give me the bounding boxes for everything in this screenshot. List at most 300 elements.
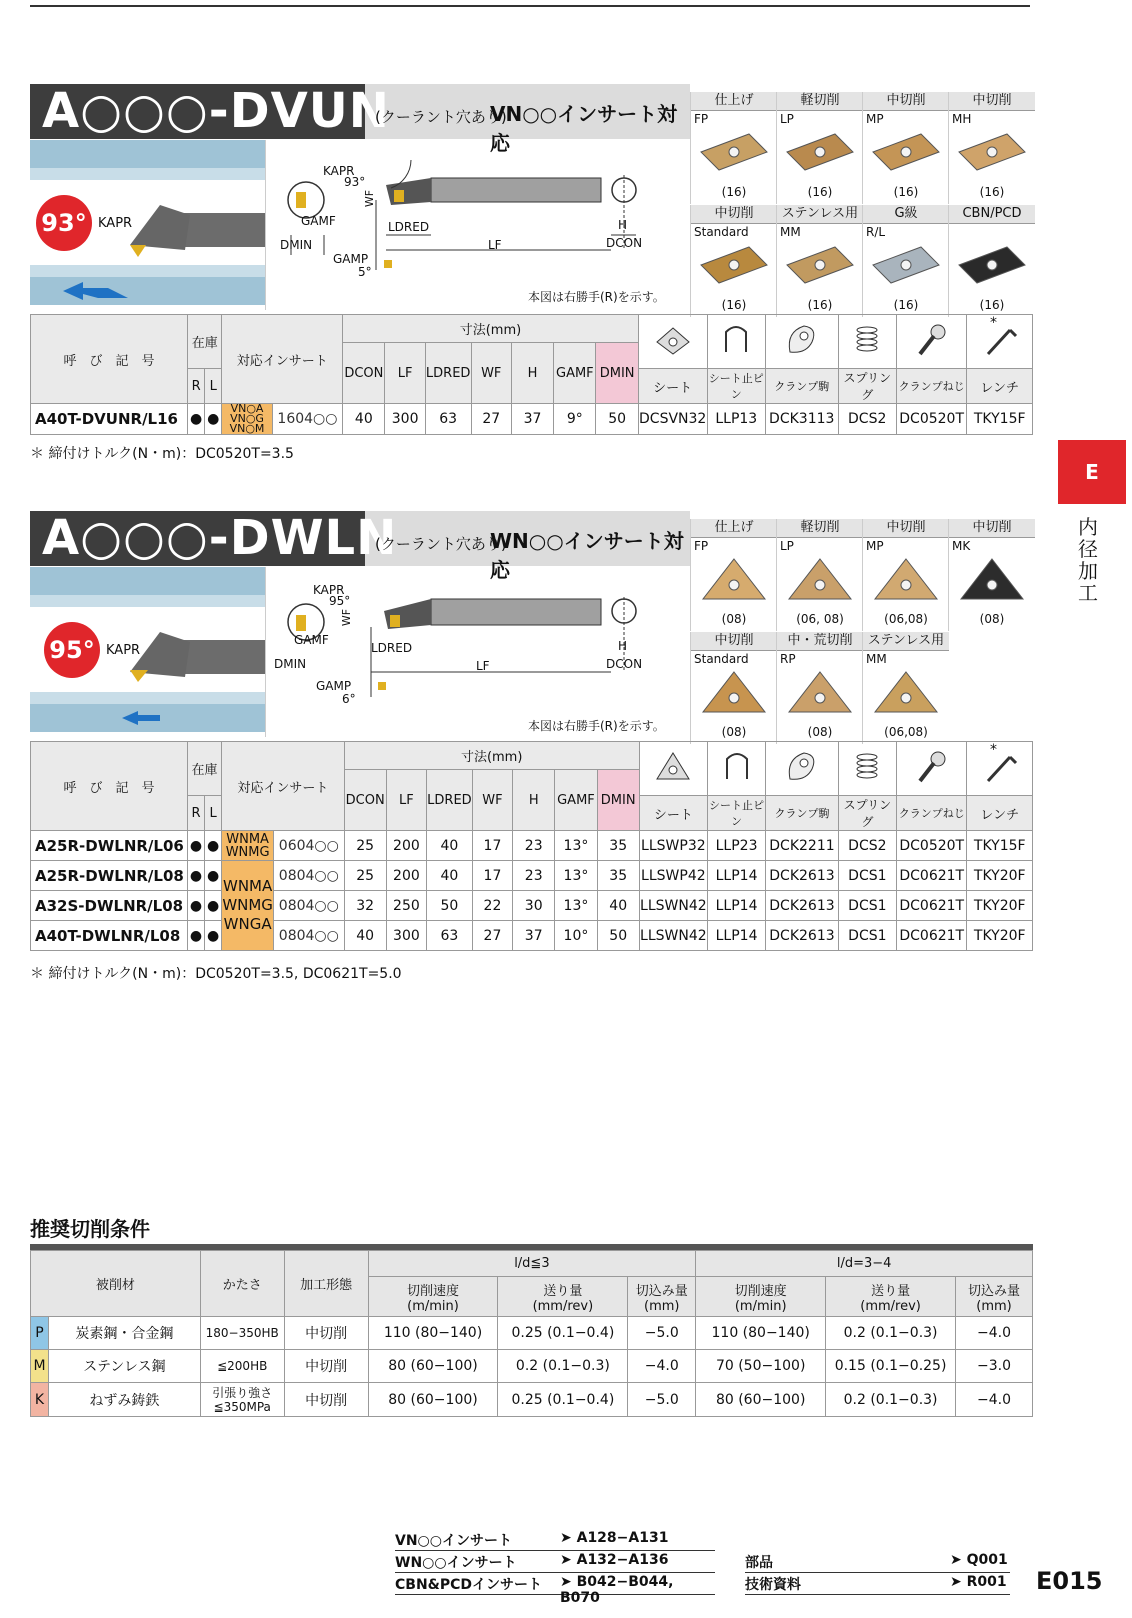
insert-icon bbox=[699, 555, 769, 603]
p2-row1-dmin: 35 bbox=[597, 861, 639, 891]
top-rule bbox=[30, 5, 1030, 7]
p2-row0-wf: 17 bbox=[472, 831, 512, 861]
p2-row2-pin: LLP14 bbox=[707, 891, 765, 921]
cc-row1-iso: M bbox=[31, 1350, 49, 1383]
cc-th-doc2 bbox=[956, 1277, 1033, 1317]
p2-row2-clamp: DCK2613 bbox=[766, 891, 838, 921]
cc-row2-iso: K bbox=[31, 1383, 49, 1417]
insert-chipbreaker: MM bbox=[780, 225, 801, 239]
insert-size-count: (06,08) bbox=[884, 612, 928, 626]
reference-row[interactable] bbox=[395, 1528, 715, 1551]
conditions-table bbox=[30, 1250, 1033, 1417]
p2-label-ldred: LDRED bbox=[371, 641, 413, 655]
insert-chipbreaker: FP bbox=[694, 539, 709, 553]
insert-size-count: (08) bbox=[721, 725, 747, 739]
p2-row1-code: A25R-DWLNR/L08 bbox=[31, 861, 188, 891]
p1-th-dcon: DCON bbox=[343, 343, 385, 404]
insert-category: 中切削 bbox=[863, 92, 949, 111]
p2-row0-l: ● bbox=[205, 831, 222, 861]
table-row bbox=[31, 1383, 1033, 1417]
reference-label: CBN&PCDインサート bbox=[395, 1577, 543, 1593]
p2-th-h: H bbox=[513, 770, 555, 831]
spring-icon bbox=[838, 742, 896, 796]
product2-spec-table bbox=[30, 741, 1033, 951]
cc-row1-d1: −4.0 bbox=[628, 1350, 696, 1383]
insert-size-count: (08) bbox=[979, 612, 1005, 626]
p1-th-l: L bbox=[205, 369, 222, 404]
seat-icon bbox=[638, 315, 707, 369]
p2-label-lf: LF bbox=[476, 659, 490, 673]
p2-row0-seat: LLSWP32 bbox=[639, 831, 707, 861]
p1-row-lf: 300 bbox=[385, 404, 425, 435]
cc-row0-v1: 110 (80−140) bbox=[368, 1317, 498, 1350]
reference-row[interactable] bbox=[395, 1550, 715, 1573]
cc-row1-f2: 0.15 (0.1−0.25) bbox=[826, 1350, 956, 1383]
p1-th-seat: シート bbox=[638, 369, 707, 404]
p2-merged-insert bbox=[222, 861, 274, 951]
p2-label-kapr: KAPR bbox=[313, 583, 345, 597]
product2-kapr-label: KAPR bbox=[106, 643, 141, 658]
conditions-title: 推奨切削条件 bbox=[30, 1217, 150, 1241]
insert-chipbreaker: LP bbox=[780, 539, 794, 553]
p2-th-l: L bbox=[205, 796, 222, 831]
p2-row3-insert-size: 0804○○ bbox=[274, 921, 344, 951]
cc-row1-material: ステンレス鋼 bbox=[48, 1350, 200, 1383]
p1-label-kapr-angle: 93° bbox=[344, 175, 366, 189]
p1-th-pin: シート止ピン bbox=[707, 369, 765, 404]
insert-icon bbox=[871, 128, 941, 176]
table-row bbox=[31, 1350, 1033, 1383]
p2-row2-r: ● bbox=[187, 891, 204, 921]
p2-row1-spring: DCS1 bbox=[838, 861, 896, 891]
p2-row1-pin: LLP14 bbox=[707, 861, 765, 891]
p2-row1-clamp: DCK2613 bbox=[766, 861, 838, 891]
p1-row-insert-size: 1604○○ bbox=[272, 404, 343, 435]
product1-torque-note: ＊ 締付けトルク(N・m)：DC0520T=3.5 bbox=[30, 446, 294, 462]
insert-category: 中切削 bbox=[949, 519, 1035, 538]
p1-th-r: R bbox=[188, 369, 205, 404]
p2-label-dmin: DMIN bbox=[274, 657, 307, 671]
reference-label: VN○○インサート bbox=[395, 1533, 512, 1549]
p1-row-pin: LLP13 bbox=[707, 404, 765, 435]
p2-row0-clamp: DCK2211 bbox=[766, 831, 838, 861]
product2-code: A○○○-DWLN bbox=[42, 510, 398, 566]
cc-row2-mode: 中切削 bbox=[284, 1383, 368, 1417]
p2-row2-dcon: 32 bbox=[344, 891, 386, 921]
reference-row[interactable] bbox=[745, 1572, 1010, 1595]
insert-card bbox=[948, 519, 1035, 631]
insert-icon bbox=[699, 241, 769, 289]
reference-page: ➤ B042−B044, B070 bbox=[560, 1574, 674, 1606]
p2-row3-screw: DC0621T bbox=[897, 921, 967, 951]
p1-row-insert: VN○A VN○G VN○M bbox=[222, 404, 272, 435]
cc-row0-f1: 0.25 (0.1−0.4) bbox=[498, 1317, 628, 1350]
insert-card bbox=[862, 92, 949, 204]
product2-torque-note: ＊ 締付けトルク(N・m)：DC0520T=3.5, DC0621T=5.0 bbox=[30, 966, 402, 982]
insert-size-count: (16) bbox=[807, 298, 833, 312]
insert-category: 中切削 bbox=[691, 632, 777, 651]
reference-page: ➤ R001 bbox=[950, 1574, 1007, 1590]
product1-code: A○○○-DVUN bbox=[42, 83, 390, 139]
cc-speed1-label: 切削速度 bbox=[406, 1283, 459, 1299]
insert-size-count: (08) bbox=[721, 612, 747, 626]
cc-row1-d2: −3.0 bbox=[956, 1350, 1033, 1383]
p1-th-wf: WF bbox=[471, 343, 511, 404]
p1-row-seat: DCSVN32 bbox=[638, 404, 707, 435]
p2-row0-ldred: 40 bbox=[427, 831, 473, 861]
insert-size-count: (08) bbox=[807, 725, 833, 739]
insert-card bbox=[862, 519, 949, 631]
p2-row3-l: ● bbox=[205, 921, 222, 951]
insert-icon bbox=[957, 555, 1027, 603]
wrench-icon bbox=[967, 315, 1033, 369]
insert-card bbox=[948, 92, 1035, 204]
p2-row3-clamp: DCK2613 bbox=[766, 921, 838, 951]
product1-angle-badge: 93° bbox=[36, 195, 92, 251]
product1-header bbox=[30, 83, 690, 155]
p2-row0-screw: DC0520T bbox=[897, 831, 967, 861]
p1-th-h: H bbox=[511, 343, 553, 404]
p2-th-wf: WF bbox=[472, 770, 512, 831]
p2-row3-code: A40T-DWLNR/L08 bbox=[31, 921, 188, 951]
insert-size-count: (16) bbox=[979, 298, 1005, 312]
p2-row2-insert-size: 0804○○ bbox=[274, 891, 344, 921]
p2-row3-ldred: 63 bbox=[427, 921, 473, 951]
p1-label-dmin: DMIN bbox=[280, 238, 313, 252]
cc-feed1-label: 送り量 bbox=[543, 1283, 583, 1299]
p2-row1-ldred: 40 bbox=[427, 861, 473, 891]
p2-right-hand-note: 本図は右勝手(R)を示す。 bbox=[528, 719, 665, 733]
insert-size-count: (16) bbox=[893, 185, 919, 199]
p2-row1-dcon: 25 bbox=[344, 861, 386, 891]
cc-row2-f1: 0.25 (0.1−0.4) bbox=[498, 1383, 628, 1417]
p2-row0-code: A25R-DWLNR/L06 bbox=[31, 831, 188, 861]
insert-chipbreaker: LP bbox=[780, 112, 794, 126]
p2-row3-dcon: 40 bbox=[344, 921, 386, 951]
cc-row1-f1: 0.2 (0.1−0.3) bbox=[498, 1350, 628, 1383]
product1-coolant: (クーラント穴あり) bbox=[375, 108, 507, 126]
p2-row0-lf: 200 bbox=[386, 831, 426, 861]
cc-row1-v2: 70 (50−100) bbox=[696, 1350, 826, 1383]
p1-th-spring: スプリング bbox=[838, 369, 896, 404]
p1-row-r: ● bbox=[188, 404, 205, 435]
p2-th-stock: 在庫 bbox=[187, 742, 221, 796]
p2-row3-dmin: 50 bbox=[597, 921, 639, 951]
p2-label-h: H bbox=[618, 639, 628, 653]
p2-row1-lf: 200 bbox=[386, 861, 426, 891]
product2-illustration bbox=[30, 567, 265, 732]
insert-icon bbox=[957, 241, 1027, 289]
reference-page: ➤ Q001 bbox=[950, 1552, 1008, 1568]
cc-th-mode: 加工形態 bbox=[284, 1251, 368, 1317]
p2-row2-l: ● bbox=[205, 891, 222, 921]
insert-icon bbox=[871, 241, 941, 289]
cc-row0-f2: 0.2 (0.1−0.3) bbox=[826, 1317, 956, 1350]
p2-row0-dmin: 35 bbox=[597, 831, 639, 861]
insert-icon bbox=[871, 555, 941, 603]
insert-card bbox=[776, 205, 863, 317]
p2-row1-seat: LLSWP42 bbox=[639, 861, 707, 891]
product1-illustration bbox=[30, 140, 265, 305]
cc-row1-mode: 中切削 bbox=[284, 1350, 368, 1383]
p1-th-clamp: クランプ駒 bbox=[765, 369, 838, 404]
insert-size-count: (16) bbox=[721, 298, 747, 312]
insert-icon bbox=[785, 241, 855, 289]
reference-label: WN○○インサート bbox=[395, 1555, 517, 1571]
insert-size-count: (16) bbox=[893, 298, 919, 312]
insert-category: 仕上げ bbox=[691, 92, 777, 111]
insert-size-count: (06, 08) bbox=[796, 612, 844, 626]
insert-chipbreaker: MP bbox=[866, 112, 884, 126]
p2-row1-screw: DC0621T bbox=[897, 861, 967, 891]
insert-category: 中切削 bbox=[691, 205, 777, 224]
cc-doc2-unit: (mm) bbox=[976, 1298, 1012, 1314]
p2-th-dcon: DCON bbox=[344, 770, 386, 831]
p1-label-ldred: LDRED bbox=[388, 220, 430, 234]
p2-row0-insert-size: 0604○○ bbox=[274, 831, 344, 861]
p2-row3-lf: 300 bbox=[386, 921, 426, 951]
p1-row-dcon: 40 bbox=[343, 404, 385, 435]
cc-th-feed1 bbox=[498, 1277, 628, 1317]
insert-card bbox=[862, 205, 949, 317]
p2-row2-dmin: 40 bbox=[597, 891, 639, 921]
insert-card bbox=[776, 92, 863, 204]
p2-row0-r: ● bbox=[187, 831, 204, 861]
reference-row[interactable] bbox=[745, 1550, 1010, 1573]
cc-row2-v1: 80 (60−100) bbox=[368, 1383, 498, 1417]
p2-row3-wrench: TKY20F bbox=[967, 921, 1033, 951]
insert-category: 中・荒切削 bbox=[777, 632, 863, 651]
insert-card bbox=[690, 519, 777, 631]
p1-label-gamp: GAMP bbox=[333, 252, 369, 266]
p2-row3-pin: LLP14 bbox=[707, 921, 765, 951]
p1-label-h: H bbox=[618, 218, 628, 232]
p1-row-h: 37 bbox=[511, 404, 553, 435]
cc-row1-v1: 80 (60−100) bbox=[368, 1350, 498, 1383]
cc-row0-d2: −4.0 bbox=[956, 1317, 1033, 1350]
cc-row0-iso: P bbox=[31, 1317, 49, 1350]
p2-label-wf: WF bbox=[340, 608, 354, 627]
insert-category: CBN/PCD bbox=[949, 205, 1035, 224]
cc-row2-d2: −4.0 bbox=[956, 1383, 1033, 1417]
p2-label-kapr-angle: 95° bbox=[329, 594, 351, 608]
cc-th-speed1 bbox=[368, 1277, 498, 1317]
cc-feed1-unit: (mm/rev) bbox=[532, 1298, 594, 1314]
p2-row3-r: ● bbox=[187, 921, 204, 951]
insert-card bbox=[776, 632, 863, 744]
cc-th-speed2 bbox=[696, 1277, 826, 1317]
pin-icon bbox=[707, 315, 765, 369]
insert-size-count: (16) bbox=[979, 185, 1005, 199]
p1-th-lf: LF bbox=[385, 343, 425, 404]
insert-icon bbox=[871, 668, 941, 716]
cc-doc1-unit: (mm) bbox=[644, 1298, 680, 1314]
insert-category: ステンレス用 bbox=[777, 205, 863, 224]
clamp-icon bbox=[766, 742, 838, 796]
p2-row3-spring: DCS1 bbox=[838, 921, 896, 951]
insert-chipbreaker: MK bbox=[952, 539, 971, 553]
table-row bbox=[31, 861, 1033, 891]
p2-th-gamf: GAMF bbox=[555, 770, 597, 831]
p2-th-insert: 対応インサート bbox=[222, 742, 344, 831]
p1-th-dims: 寸法(mm) bbox=[343, 315, 639, 343]
p2-th-r: R bbox=[187, 796, 204, 831]
p2-label-dcon: DCON bbox=[606, 657, 643, 671]
insert-category: 中切削 bbox=[949, 92, 1035, 111]
p2-th-spring: スプリング bbox=[838, 796, 896, 831]
insert-icon bbox=[957, 128, 1027, 176]
reference-page: ➤ A128−A131 bbox=[560, 1530, 669, 1546]
insert-category: 中切削 bbox=[863, 519, 949, 538]
p1-label-gamf: GAMF bbox=[301, 214, 336, 228]
p2-row2-h: 30 bbox=[513, 891, 555, 921]
p2-th-ldred: LDRED bbox=[427, 770, 473, 831]
reference-label: 技術資料 bbox=[745, 1577, 801, 1593]
insert-card bbox=[690, 205, 777, 317]
p2-row2-wf: 22 bbox=[472, 891, 512, 921]
cc-row2-f2: 0.2 (0.1−0.3) bbox=[826, 1383, 956, 1417]
product1-dimension-diagram bbox=[265, 140, 686, 310]
p2-row3-h: 37 bbox=[513, 921, 555, 951]
p1-th-ldred: LDRED bbox=[425, 343, 471, 404]
insert-category: G級 bbox=[863, 205, 949, 224]
cc-row0-v2: 110 (80−140) bbox=[696, 1317, 826, 1350]
p2-row1-r: ● bbox=[187, 861, 204, 891]
p2-row1-gamf: 13° bbox=[555, 861, 597, 891]
cc-row2-v2: 80 (60−100) bbox=[696, 1383, 826, 1417]
page-number: E015 bbox=[1036, 1567, 1103, 1595]
insert-chipbreaker: MP bbox=[866, 539, 884, 553]
p2-row2-seat: LLSWN42 bbox=[639, 891, 707, 921]
p2-row1-wrench: TKY20F bbox=[967, 861, 1033, 891]
p2-row0-wrench: TKY15F bbox=[967, 831, 1033, 861]
insert-chipbreaker: Standard bbox=[694, 225, 749, 239]
insert-chipbreaker: Standard bbox=[694, 652, 749, 666]
reference-label: 部品 bbox=[745, 1555, 773, 1571]
cc-row1-hardness: ≦200HB bbox=[200, 1350, 284, 1383]
p1-row-code: A40T-DVUNR/L16 bbox=[31, 404, 188, 435]
cc-th-hardness: かたさ bbox=[200, 1251, 284, 1317]
merged-insert-c: WNGA bbox=[223, 915, 272, 933]
p2-th-dmin: DMIN bbox=[597, 770, 639, 831]
cc-feed2-label: 送り量 bbox=[871, 1283, 911, 1299]
p1-label-gamp-angle: 5° bbox=[358, 265, 372, 279]
insert-card bbox=[776, 519, 863, 631]
insert-card bbox=[690, 632, 777, 744]
p2-th-wrench: レンチ bbox=[967, 796, 1033, 831]
insert-chipbreaker: RP bbox=[780, 652, 796, 666]
p2-th-code: 呼 び 記 号 bbox=[31, 742, 188, 831]
cc-row2-hardness: 引張り強さ ≦350MPa bbox=[200, 1383, 284, 1417]
p1-th-wrench: レンチ bbox=[967, 369, 1033, 404]
p2-row3-wf: 27 bbox=[472, 921, 512, 951]
cc-speed2-unit: (m/min) bbox=[734, 1298, 787, 1314]
insert-icon bbox=[785, 128, 855, 176]
p1-row-gamf: 9° bbox=[554, 404, 596, 435]
p2-th-screw: クランプねじ bbox=[897, 796, 967, 831]
p2-th-clamp: クランプ駒 bbox=[766, 796, 838, 831]
p2-row0-h: 23 bbox=[513, 831, 555, 861]
merged-insert-b: WNMG bbox=[222, 896, 273, 914]
insert-chipbreaker: MM bbox=[866, 652, 887, 666]
cc-row0-hardness: 180−350HB bbox=[200, 1317, 284, 1350]
p1-label-kapr: KAPR bbox=[323, 164, 355, 178]
insert-chipbreaker: R/L bbox=[866, 225, 886, 239]
product2-insert-type: WN○○インサート対応 bbox=[490, 529, 684, 582]
insert-chipbreaker: FP bbox=[694, 112, 709, 126]
p1-right-hand-note: 本図は右勝手(R)を示す。 bbox=[528, 290, 665, 304]
p2-row3-gamf: 10° bbox=[555, 921, 597, 951]
insert-category: 仕上げ bbox=[691, 519, 777, 538]
cc-th-material: 被削材 bbox=[31, 1251, 201, 1317]
product1-insert-grid bbox=[690, 92, 1035, 312]
reference-row[interactable] bbox=[395, 1572, 715, 1606]
section-vertical-title: 内径加工 bbox=[1078, 515, 1098, 605]
product2-coolant: (クーラント穴あり) bbox=[375, 535, 507, 553]
p2-row0-insert: WNMA WNMG bbox=[222, 831, 274, 861]
p2-row1-h: 23 bbox=[513, 861, 555, 891]
insert-category: ステンレス用 bbox=[863, 632, 949, 651]
p2-row1-insert-size: 0804○○ bbox=[274, 861, 344, 891]
table-row bbox=[31, 891, 1033, 921]
insert-card bbox=[862, 632, 949, 744]
p1-th-insert: 対応インサート bbox=[222, 315, 343, 404]
p2-row0-dcon: 25 bbox=[344, 831, 386, 861]
p1-th-stock: 在庫 bbox=[188, 315, 222, 369]
section-tab: E bbox=[1058, 440, 1126, 504]
p1-row-clamp: DCK3113 bbox=[765, 404, 838, 435]
p1-label-lf: LF bbox=[488, 238, 502, 252]
cc-speed1-unit: (m/min) bbox=[407, 1298, 459, 1314]
cc-row0-mode: 中切削 bbox=[284, 1317, 368, 1350]
screw-icon bbox=[896, 315, 967, 369]
p1-th-gamf: GAMF bbox=[554, 343, 596, 404]
insert-icon bbox=[785, 555, 855, 603]
p1-row-ldred: 63 bbox=[425, 404, 471, 435]
p1-row-wf: 27 bbox=[471, 404, 511, 435]
p2-row2-code: A32S-DWLNR/L08 bbox=[31, 891, 188, 921]
cc-row2-d1: −5.0 bbox=[628, 1383, 696, 1417]
cc-row0-d1: −5.0 bbox=[628, 1317, 696, 1350]
p1-th-screw: クランプねじ bbox=[896, 369, 967, 404]
p2-row0-pin: LLP23 bbox=[707, 831, 765, 861]
product1-insert-type: VN○○インサート対応 bbox=[490, 102, 678, 155]
cc-th-group1: l/d≦3 bbox=[368, 1251, 696, 1277]
p2-screw-star: * bbox=[990, 742, 997, 758]
screw-icon bbox=[897, 742, 967, 796]
insert-icon bbox=[699, 128, 769, 176]
p1-row-spring: DCS2 bbox=[838, 404, 896, 435]
p2-row2-gamf: 13° bbox=[555, 891, 597, 921]
p2-row2-screw: DC0621T bbox=[897, 891, 967, 921]
product2-dimension-diagram bbox=[265, 567, 686, 737]
p1-th-dmin: DMIN bbox=[596, 343, 638, 404]
insert-card bbox=[948, 205, 1035, 317]
p2-th-dims: 寸法(mm) bbox=[344, 742, 639, 770]
insert-icon bbox=[785, 668, 855, 716]
p2-label-gamp: GAMP bbox=[316, 679, 352, 693]
cc-th-group2: l/d=3−4 bbox=[696, 1251, 1033, 1277]
clamp-icon bbox=[765, 315, 838, 369]
seat-icon bbox=[639, 742, 707, 796]
p2-row2-spring: DCS1 bbox=[838, 891, 896, 921]
p2-row2-lf: 250 bbox=[386, 891, 426, 921]
p1-row-screw: DC0520T bbox=[896, 404, 967, 435]
insert-category: 軽切削 bbox=[777, 92, 863, 111]
insert-size-count: (06,08) bbox=[884, 725, 928, 739]
p2-label-gamf: GAMF bbox=[294, 633, 329, 647]
table-row bbox=[31, 404, 1033, 435]
